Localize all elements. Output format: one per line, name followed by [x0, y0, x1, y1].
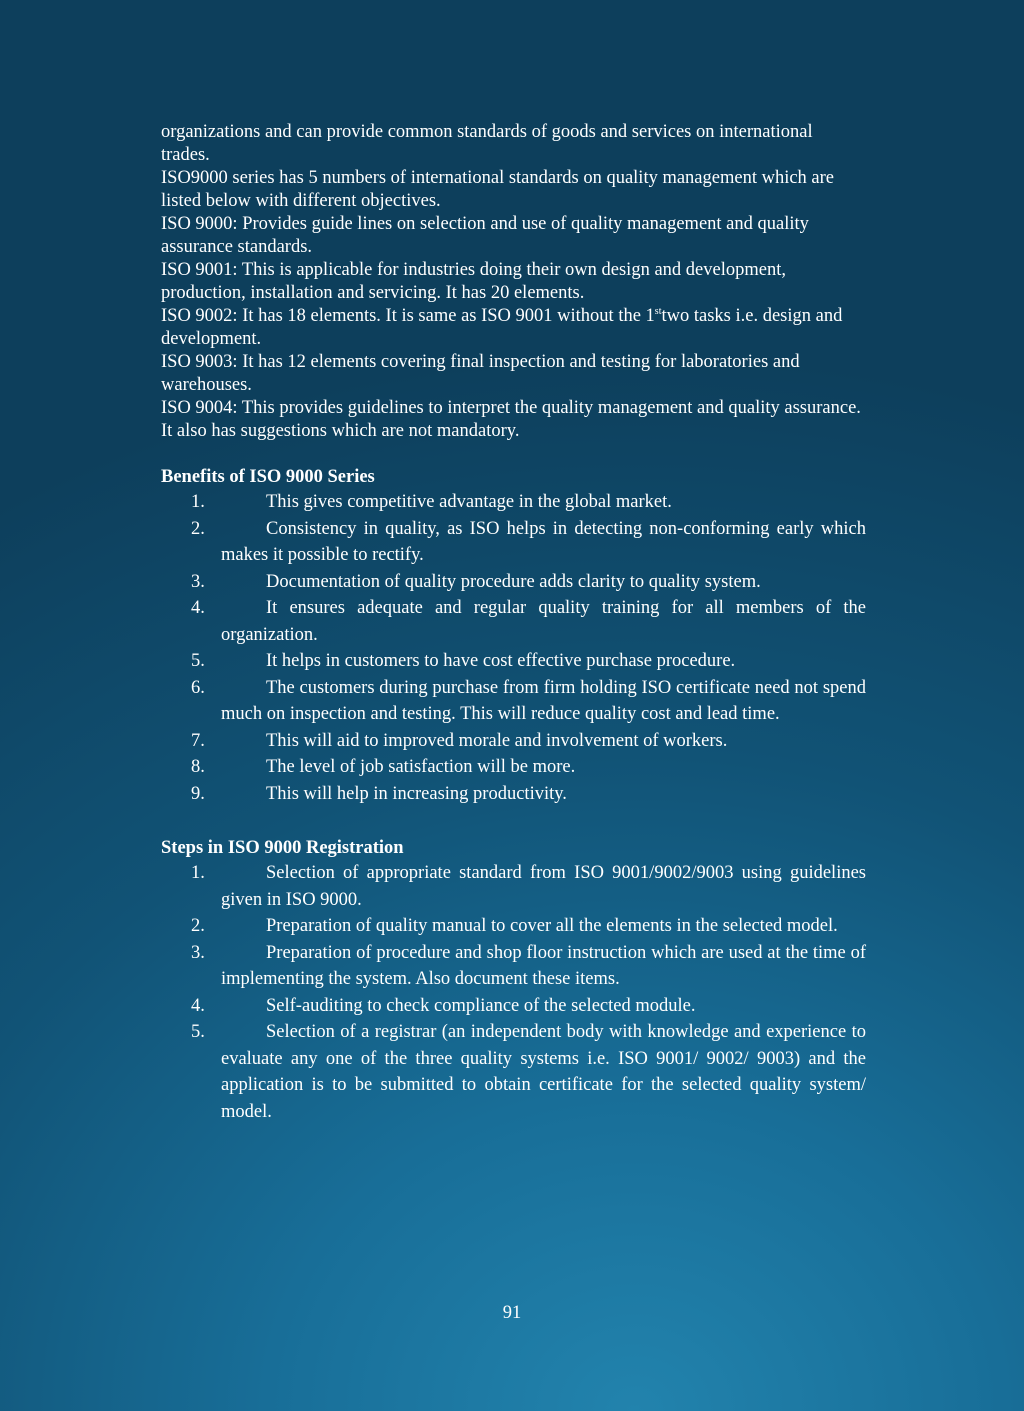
list-item-text: It ensures adequate and regular quality training for all members of the organization. [221, 598, 866, 645]
list-number: 4. [191, 598, 205, 618]
iso-9001-paragraph: ISO 9001: This is applicable for industries doing their own design and development, production, installation and servicing. It has 20 elements. [161, 260, 786, 303]
list-item-text: This gives competitive advantage in the global market. [266, 492, 672, 512]
benefit-item [161, 754, 866, 781]
benefits-list [161, 489, 866, 807]
step-item [161, 913, 866, 940]
list-item-text: Selection of appropriate standard from ISO 9001/9002/9003 using guidelines given in ISO 9000. [221, 863, 866, 910]
step-item [161, 993, 866, 1020]
benefit-item [161, 675, 866, 728]
list-number: 1. [191, 863, 205, 883]
step-item [161, 860, 866, 913]
intro-paragraph: organizations and can provide common standards of goods and services on international trades. [161, 122, 813, 165]
iso-9004-paragraph: ISO 9004: This provides guidelines to interpret the quality management and quality assurance. It also has suggestions which are not mandatory. [161, 398, 861, 441]
benefit-item [161, 781, 866, 808]
list-item-text: Selection of a registrar (an independent body with knowledge and experience to evaluate any one of the three quality systems i.e. ISO 9001/ 9002/ 9003) and the application is to be submitted to obtain certificate for the selected quality system/ model. [221, 1022, 866, 1122]
list-item-text: This will help in increasing productivity. [266, 783, 567, 804]
list-item-text: This will aid to improved morale and involvement of workers. [266, 730, 728, 751]
iso-9002-text-end: two tasks i.e. design and development. [161, 306, 843, 349]
list-number: 5. [191, 651, 205, 671]
list-item-text: It helps in customers to have cost effective purchase procedure. [266, 651, 736, 671]
list-number: 3. [191, 571, 205, 592]
list-item-text: The customers during purchase from firm holding ISO certificate need not spend much on inspection and testing. This will reduce quality cost and lead time. [221, 677, 866, 724]
benefit-item [161, 648, 866, 675]
iso-9000-paragraph: ISO 9000: Provides guide lines on selection and use of quality management and quality assurance standards. [161, 214, 809, 257]
steps-list [161, 860, 866, 1125]
iso-series-paragraph: ISO9000 series has 5 numbers of international standards on quality management which are listed below with different objectives. [161, 168, 835, 211]
list-item-text: Preparation of quality manual to cover all the elements in the selected model. [266, 916, 838, 936]
list-item-text: Preparation of procedure and shop floor instruction which are used at the time of implementing the system. Also document these items. [221, 942, 866, 989]
benefit-item [161, 569, 866, 596]
intro-section [161, 121, 866, 443]
list-number: 2. [191, 518, 205, 539]
iso-9002-paragraph [161, 305, 866, 351]
list-number: 7. [191, 730, 205, 751]
document-page [161, 121, 866, 1125]
list-number: 3. [191, 942, 205, 963]
list-item-text: Documentation of quality procedure adds clarity to quality system. [266, 571, 761, 592]
list-number: 5. [191, 1022, 205, 1042]
step-item [161, 940, 866, 993]
list-number: 4. [191, 995, 205, 1016]
iso-9002-text-start: ISO 9002: It has 18 elements. It is same as ISO 9001 without the 1 [161, 306, 655, 326]
list-number: 9. [191, 783, 205, 804]
benefits-heading: Benefits of ISO 9000 Series [161, 467, 375, 487]
list-item-text: Consistency in quality, as ISO helps in detecting non-conforming early which makes it possible to rectify. [221, 518, 866, 565]
step-item [161, 1019, 866, 1125]
steps-heading: Steps in ISO 9000 Registration [161, 838, 404, 858]
list-number: 1. [191, 492, 205, 512]
iso-9003-paragraph: ISO 9003: It has 12 elements covering final inspection and testing for laboratories and warehouses. [161, 352, 800, 395]
list-number: 8. [191, 757, 205, 777]
list-number: 2. [191, 916, 205, 936]
benefit-item [161, 516, 866, 569]
list-number: 6. [191, 677, 205, 698]
benefit-item [161, 595, 866, 648]
benefit-item [161, 489, 866, 516]
list-item-text: Self-auditing to check compliance of the selected module. [266, 995, 696, 1016]
page-number: 91 [502, 1303, 522, 1323]
benefit-item [161, 728, 866, 755]
list-item-text: The level of job satisfaction will be more. [266, 757, 576, 777]
ordinal-superscript: st [654, 306, 662, 317]
